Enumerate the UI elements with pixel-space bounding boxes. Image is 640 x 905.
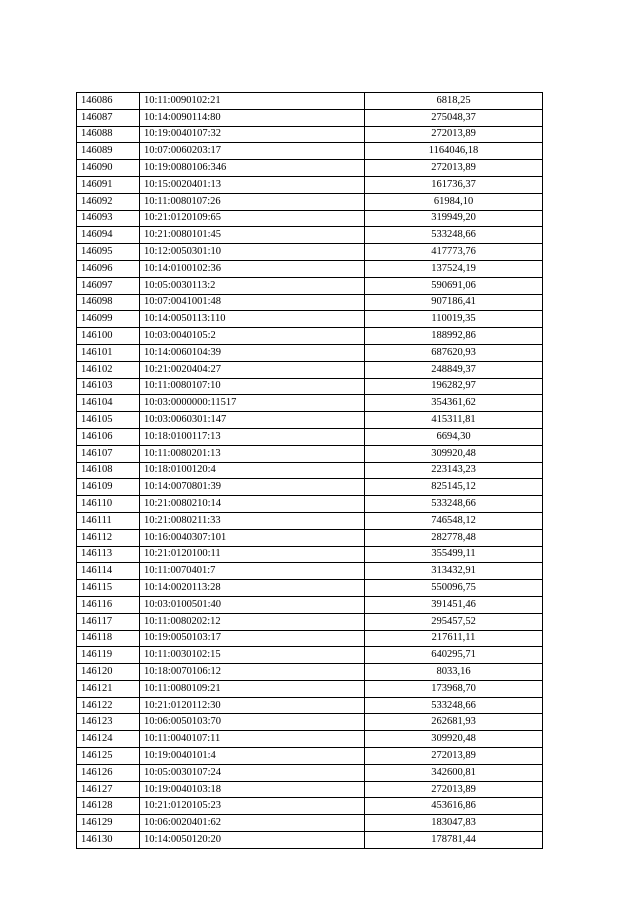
value-cell: 217611,11 — [365, 630, 543, 647]
table-row — [77, 378, 543, 395]
table-row — [77, 748, 543, 765]
cadastral-number-cell: 10:14:0050120:20 — [140, 832, 365, 849]
value-cell: 6818,25 — [365, 93, 543, 110]
table-row — [77, 227, 543, 244]
value-cell: 275048,37 — [365, 109, 543, 126]
cadastral-number-cell: 10:15:0020401:13 — [140, 176, 365, 193]
cadastral-number-cell: 10:03:0100501:40 — [140, 596, 365, 613]
row-number-cell: 146128 — [77, 798, 140, 815]
row-number-cell: 146116 — [77, 596, 140, 613]
cadastral-number-cell: 10:14:0090114:80 — [140, 109, 365, 126]
cadastral-number-cell: 10:14:0070801:39 — [140, 479, 365, 496]
table-row — [77, 244, 543, 261]
row-number-cell: 146125 — [77, 748, 140, 765]
cadastral-number-cell: 10:03:0000000:11517 — [140, 395, 365, 412]
value-cell: 590691,06 — [365, 277, 543, 294]
value-cell: 1164046,18 — [365, 143, 543, 160]
value-cell: 223143,23 — [365, 462, 543, 479]
cadastral-number-cell: 10:21:0120100:11 — [140, 546, 365, 563]
value-cell: 295457,52 — [365, 613, 543, 630]
cadastral-number-cell: 10:06:0020401:62 — [140, 815, 365, 832]
cadastral-number-cell: 10:07:0041001:48 — [140, 294, 365, 311]
table-row — [77, 546, 543, 563]
table-row — [77, 160, 543, 177]
table-row — [77, 260, 543, 277]
value-cell: 282778,48 — [365, 529, 543, 546]
table-row — [77, 815, 543, 832]
cadastral-number-cell: 10:11:0080202:12 — [140, 613, 365, 630]
cadastral-number-cell: 10:05:0030107:24 — [140, 764, 365, 781]
table-row — [77, 277, 543, 294]
table-row — [77, 412, 543, 429]
value-cell: 415311,81 — [365, 412, 543, 429]
value-cell: 196282,97 — [365, 378, 543, 395]
value-cell: 183047,83 — [365, 815, 543, 832]
table-row — [77, 294, 543, 311]
cadastral-number-cell: 10:03:0060301:147 — [140, 412, 365, 429]
value-cell: 550096,75 — [365, 580, 543, 597]
row-number-cell: 146095 — [77, 244, 140, 261]
table-row — [77, 479, 543, 496]
row-number-cell: 146112 — [77, 529, 140, 546]
value-cell: 825145,12 — [365, 479, 543, 496]
row-number-cell: 146117 — [77, 613, 140, 630]
table-row — [77, 311, 543, 328]
row-number-cell: 146122 — [77, 697, 140, 714]
row-number-cell: 146088 — [77, 126, 140, 143]
row-number-cell: 146091 — [77, 176, 140, 193]
table-row — [77, 126, 543, 143]
row-number-cell: 146114 — [77, 563, 140, 580]
row-number-cell: 146087 — [77, 109, 140, 126]
value-cell: 272013,89 — [365, 748, 543, 765]
table-row — [77, 563, 543, 580]
cadastral-number-cell: 10:21:0080210:14 — [140, 496, 365, 513]
cadastral-number-cell: 10:11:0080109:21 — [140, 680, 365, 697]
cadastral-number-cell: 10:07:0060203:17 — [140, 143, 365, 160]
cadastral-number-cell: 10:14:0020113:28 — [140, 580, 365, 597]
row-number-cell: 146102 — [77, 361, 140, 378]
cadastral-number-cell: 10:11:0040107:11 — [140, 731, 365, 748]
row-number-cell: 146129 — [77, 815, 140, 832]
table-row — [77, 647, 543, 664]
row-number-cell: 146094 — [77, 227, 140, 244]
value-cell: 746548,12 — [365, 512, 543, 529]
value-cell: 533248,66 — [365, 697, 543, 714]
row-number-cell: 146121 — [77, 680, 140, 697]
row-number-cell: 146089 — [77, 143, 140, 160]
cadastral-number-cell: 10:14:0050113:110 — [140, 311, 365, 328]
value-cell: 453616,86 — [365, 798, 543, 815]
value-cell: 355499,11 — [365, 546, 543, 563]
row-number-cell: 146107 — [77, 445, 140, 462]
cadastral-number-cell: 10:11:0080107:26 — [140, 193, 365, 210]
value-cell: 272013,89 — [365, 781, 543, 798]
cadastral-number-cell: 10:21:0120112:30 — [140, 697, 365, 714]
value-cell: 342600,81 — [365, 764, 543, 781]
cadastral-number-cell: 10:19:0080106:346 — [140, 160, 365, 177]
table-row — [77, 361, 543, 378]
row-number-cell: 146103 — [77, 378, 140, 395]
cadastral-number-cell: 10:18:0100117:13 — [140, 428, 365, 445]
row-number-cell: 146099 — [77, 311, 140, 328]
cadastral-number-cell: 10:14:0100102:36 — [140, 260, 365, 277]
cadastral-number-cell: 10:05:0030113:2 — [140, 277, 365, 294]
row-number-cell: 146123 — [77, 714, 140, 731]
row-number-cell: 146109 — [77, 479, 140, 496]
cadastral-number-cell: 10:16:0040307:101 — [140, 529, 365, 546]
value-cell: 262681,93 — [365, 714, 543, 731]
value-cell: 137524,19 — [365, 260, 543, 277]
table-row — [77, 680, 543, 697]
cadastral-number-cell: 10:11:0030102:15 — [140, 647, 365, 664]
table-row — [77, 697, 543, 714]
cadastral-number-cell: 10:21:0120109:65 — [140, 210, 365, 227]
table-row — [77, 496, 543, 513]
value-cell: 354361,62 — [365, 395, 543, 412]
row-number-cell: 146111 — [77, 512, 140, 529]
value-cell: 309920,48 — [365, 445, 543, 462]
cadastral-number-cell: 10:11:0090102:21 — [140, 93, 365, 110]
cadastral-number-cell: 10:21:0080211:33 — [140, 512, 365, 529]
cadastral-number-cell: 10:06:0050103:70 — [140, 714, 365, 731]
row-number-cell: 146098 — [77, 294, 140, 311]
cadastral-number-cell: 10:18:0100120:4 — [140, 462, 365, 479]
cadastral-number-cell: 10:03:0040105:2 — [140, 328, 365, 345]
cadastral-number-cell: 10:11:0080201:13 — [140, 445, 365, 462]
row-number-cell: 146093 — [77, 210, 140, 227]
cadastral-number-cell: 10:21:0080101:45 — [140, 227, 365, 244]
value-cell: 309920,48 — [365, 731, 543, 748]
row-number-cell: 146130 — [77, 832, 140, 849]
value-cell: 178781,44 — [365, 832, 543, 849]
table-row — [77, 109, 543, 126]
table-row — [77, 210, 543, 227]
table-row — [77, 395, 543, 412]
value-cell: 319949,20 — [365, 210, 543, 227]
row-number-cell: 146096 — [77, 260, 140, 277]
cadastral-number-cell: 10:11:0070401:7 — [140, 563, 365, 580]
row-number-cell: 146104 — [77, 395, 140, 412]
row-number-cell: 146090 — [77, 160, 140, 177]
row-number-cell: 146105 — [77, 412, 140, 429]
table-row — [77, 176, 543, 193]
cadastral-number-cell: 10:21:0120105:23 — [140, 798, 365, 815]
row-number-cell: 146113 — [77, 546, 140, 563]
value-cell: 248849,37 — [365, 361, 543, 378]
table-row — [77, 93, 543, 110]
value-cell: 907186,41 — [365, 294, 543, 311]
table-row — [77, 613, 543, 630]
cadastral-number-cell: 10:14:0060104:39 — [140, 344, 365, 361]
row-number-cell: 146126 — [77, 764, 140, 781]
table-row — [77, 731, 543, 748]
table-row — [77, 512, 543, 529]
row-number-cell: 146127 — [77, 781, 140, 798]
cadastral-number-cell: 10:21:0020404:27 — [140, 361, 365, 378]
cadastral-value-table — [76, 92, 543, 849]
value-cell: 110019,35 — [365, 311, 543, 328]
row-number-cell: 146092 — [77, 193, 140, 210]
cadastral-number-cell: 10:19:0050103:17 — [140, 630, 365, 647]
table-row — [77, 529, 543, 546]
value-cell: 272013,89 — [365, 160, 543, 177]
row-number-cell: 146097 — [77, 277, 140, 294]
value-cell: 391451,46 — [365, 596, 543, 613]
table-row — [77, 781, 543, 798]
table-row — [77, 580, 543, 597]
table-row — [77, 596, 543, 613]
table-row — [77, 143, 543, 160]
table-row — [77, 462, 543, 479]
row-number-cell: 146118 — [77, 630, 140, 647]
table-row — [77, 832, 543, 849]
value-cell: 6694,30 — [365, 428, 543, 445]
cadastral-number-cell: 10:18:0070106:12 — [140, 664, 365, 681]
value-cell: 417773,76 — [365, 244, 543, 261]
table-body — [77, 93, 543, 849]
cadastral-number-cell: 10:19:0040107:32 — [140, 126, 365, 143]
value-cell: 8033,16 — [365, 664, 543, 681]
value-cell: 61984,10 — [365, 193, 543, 210]
row-number-cell: 146086 — [77, 93, 140, 110]
row-number-cell: 146110 — [77, 496, 140, 513]
value-cell: 173968,70 — [365, 680, 543, 697]
table-row — [77, 428, 543, 445]
value-cell: 272013,89 — [365, 126, 543, 143]
table-row — [77, 344, 543, 361]
row-number-cell: 146119 — [77, 647, 140, 664]
value-cell: 161736,37 — [365, 176, 543, 193]
table-row — [77, 630, 543, 647]
table-row — [77, 445, 543, 462]
cadastral-number-cell: 10:19:0040101:4 — [140, 748, 365, 765]
table-row — [77, 714, 543, 731]
cadastral-number-cell: 10:19:0040103:18 — [140, 781, 365, 798]
row-number-cell: 146115 — [77, 580, 140, 597]
value-cell: 313432,91 — [365, 563, 543, 580]
row-number-cell: 146120 — [77, 664, 140, 681]
value-cell: 533248,66 — [365, 227, 543, 244]
row-number-cell: 146108 — [77, 462, 140, 479]
value-cell: 533248,66 — [365, 496, 543, 513]
table-row — [77, 764, 543, 781]
table-row — [77, 664, 543, 681]
table-row — [77, 328, 543, 345]
row-number-cell: 146124 — [77, 731, 140, 748]
table-row — [77, 193, 543, 210]
row-number-cell: 146100 — [77, 328, 140, 345]
value-cell: 640295,71 — [365, 647, 543, 664]
cadastral-number-cell: 10:12:0050301:10 — [140, 244, 365, 261]
value-cell: 687620,93 — [365, 344, 543, 361]
cadastral-number-cell: 10:11:0080107:10 — [140, 378, 365, 395]
row-number-cell: 146101 — [77, 344, 140, 361]
table-row — [77, 798, 543, 815]
row-number-cell: 146106 — [77, 428, 140, 445]
value-cell: 188992,86 — [365, 328, 543, 345]
